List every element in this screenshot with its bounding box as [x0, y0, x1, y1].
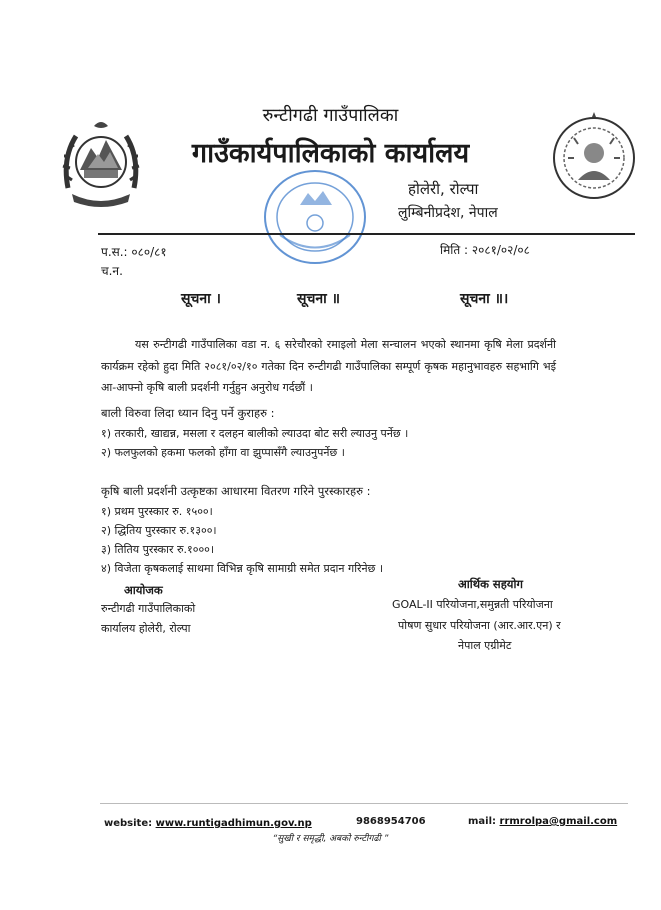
- sponsor-title: आर्थिक सहयोग: [458, 577, 523, 591]
- notice-heading-1: सूचना ।: [181, 291, 221, 307]
- notice-heading-3: सूचना ॥।: [460, 291, 509, 307]
- office-title: गाउँकार्यपालिकाको कार्यालय: [191, 138, 470, 169]
- organizer-line-2: कार्यालय होलेरी, रोल्पा: [101, 622, 191, 635]
- organizer-line-1: रुन्टीगढी गाउँपालिकाको: [101, 602, 196, 615]
- footer-divider: [100, 803, 628, 804]
- website-label: website:: [104, 818, 153, 829]
- section-1-item: २) फलफुलको हकमा फलको हाँगा वा झुप्पासँगै ल्याउनुपर्नेछ ।: [101, 446, 345, 459]
- office-stamp: [260, 165, 370, 270]
- prize-item: ३) तितिय पुरस्कार रु.१०००।: [101, 543, 215, 556]
- organizer-title: आयोजक: [124, 583, 163, 597]
- section-2-title: कृषि बाली प्रदर्शनी उत्कृष्टका आधारमा वितरण गरिने पुरस्कारहरु :: [101, 484, 371, 498]
- prize-item: २) द्धितिय पुरस्कार रु.१३००।: [101, 524, 217, 537]
- section-1-item: १) तरकारी, खाद्यन्न, मसला र दलहन बालीको ल्याउदा बोट सरी ल्याउनु पर्नेछ ।: [101, 427, 409, 440]
- municipality-name: रुन्टीगढी गाउँपालिका: [262, 105, 399, 126]
- sponsor-line-1: GOAL-II परियोजना,समुन्नती परियोजना: [392, 598, 553, 611]
- reference-number: प.स.: ०८०/८१: [101, 245, 167, 259]
- notice-heading-2: सूचना ॥: [297, 291, 341, 307]
- header-divider: [98, 233, 635, 235]
- prize-item: ४) विजेता कृषकलाई साथमा विभिन्न कृषि सामाग्री समेत प्रदान गरिनेछ ।: [101, 562, 384, 575]
- address-line-1: होलेरी, रोल्पा: [408, 180, 479, 198]
- address-line-2: लुम्बिनीप्रदेश, नेपाल: [398, 205, 498, 221]
- mail-link[interactable]: rrmrolpa@gmail.com: [499, 816, 618, 827]
- section-1-title: बाली विरुवा लिदा ध्यान दिनु पर्ने कुराहरु :: [101, 406, 275, 420]
- mail-label: mail:: [468, 816, 497, 827]
- prize-item: १) प्रथम पुरस्कार रु. १५००।: [101, 505, 213, 518]
- dispatch-number: च.न.: [101, 264, 123, 278]
- website-link[interactable]: www.runtigadhimun.gov.np: [155, 818, 312, 829]
- website-block: [104, 818, 312, 829]
- mail-block: [468, 816, 617, 827]
- footer-motto: “सुखी र समृद्धी, अबको रुन्टीगढी ”: [272, 834, 389, 844]
- phone-number: 9868954706: [356, 816, 426, 827]
- notice-paragraph: यस रुन्टीगढी गाउँपालिका वडा न. ६ सरेचौरको रमाइलो मेला सन्चालन भएको स्थानमा कृषि मेला प्रदर्शनी कार्यक्रम रहेको हुदा मिति २०८१/०२/१० गतेका दिन रुन्टीगढी गाउँपालिका सम्पूर्ण कृषक महानुभावहरु सहभागि भई आ-आफ्नो कृषि बाली प्रदर्शनी गर्नुहुन अनुरोध गर्दछौं ।: [101, 338, 556, 395]
- issue-date: मिति : २०८१/०२/०८: [440, 243, 530, 257]
- sponsor-line-3: नेपाल एग्रीमेट: [458, 639, 512, 652]
- sponsor-line-2: पोषण सुधार परियोजना (आर.आर.एन) र: [398, 619, 561, 632]
